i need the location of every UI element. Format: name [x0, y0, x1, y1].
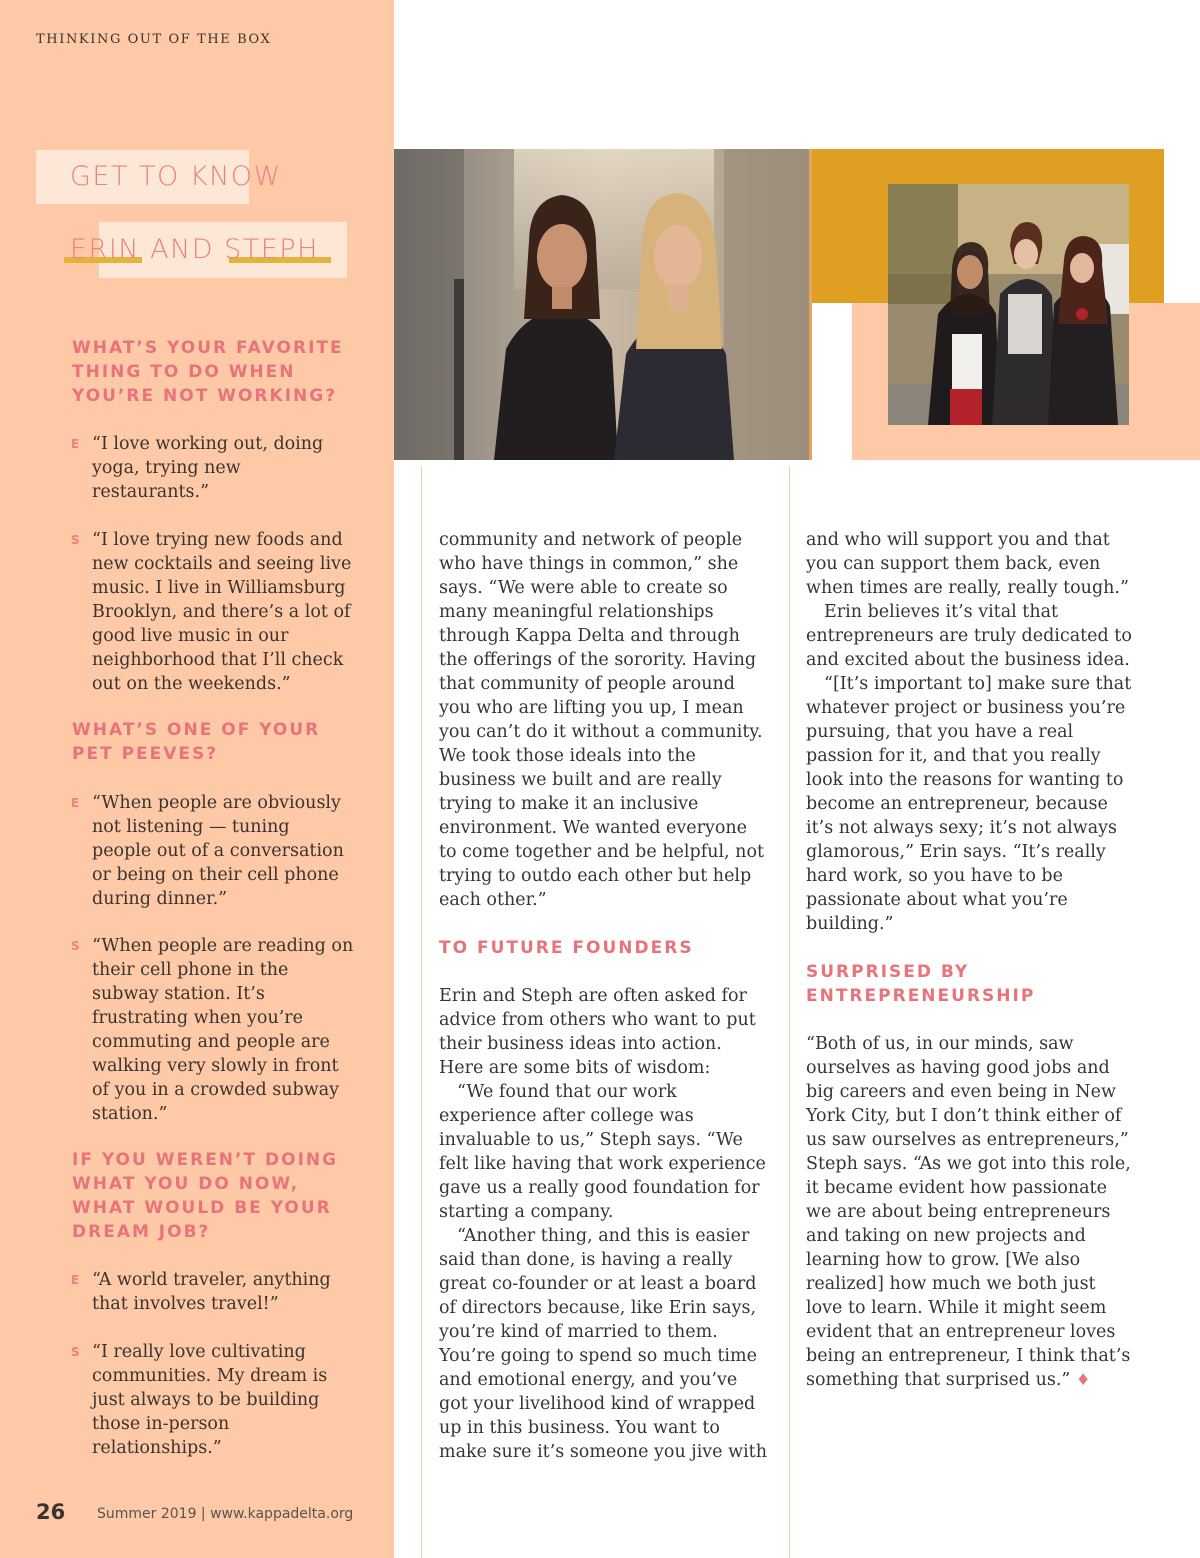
- answer-line: “I love trying new foods and: [92, 530, 343, 550]
- answer-line: relationships.”: [92, 1438, 222, 1458]
- answer-line: “When people are obviously: [92, 793, 341, 813]
- paragraph: “Another thing, and this is easier said than done, is having a really great co-founder or at least a board of directors because, like Erin says, you’re kind of married to them. You’re going to spend so much time and emotional energy, and you’ve got your livelihood kind of wrapped up in this business. You want to make sure it’s someone you jive with: [439, 1226, 767, 1462]
- answer-label: E: [71, 1273, 80, 1287]
- heading-line: WHAT’S ONE OF YOUR: [72, 720, 321, 740]
- answer-line: new cocktails and seeing live: [92, 554, 352, 574]
- paragraph: “Both of us, in our minds, saw ourselves as having good jobs and big careers and even being in New York City, but I don’t think either of us saw ourselves as entrepreneurs,” Steph says. “As we got into this role, it became evident how passionate we are about being entrepreneurs and taking on new projects and learning how to grow. [We also realized] how much we both just love to learn. While it might seem evident that an entrepreneur loves being an entrepreneur, I think that’s something that surprised us.” ♦: [806, 1034, 1131, 1390]
- heading-line: PET PEEVES?: [72, 744, 219, 764]
- answer-label: E: [71, 437, 80, 451]
- answer-label: S: [71, 939, 80, 953]
- answer-erin-1: [92, 432, 367, 504]
- title-line-2: ERIN AND STEPH: [70, 234, 319, 265]
- answer-line: subway station. It’s: [92, 984, 265, 1004]
- section-heading-surprised: SURPRISED BY ENTREPRENEURSHIP: [806, 962, 1036, 1006]
- photo-group-three-women: [888, 184, 1129, 425]
- answer-label: S: [71, 1345, 80, 1359]
- answer-line: station.”: [92, 1104, 168, 1124]
- answer-line: yoga, trying new: [92, 458, 241, 478]
- answer-line: just always to be building: [92, 1390, 320, 1410]
- answer-line: “A world traveler, anything: [92, 1270, 331, 1290]
- heading-line: DREAM JOB?: [72, 1222, 211, 1242]
- page-footer: Summer 2019 | www.kappadelta.org: [97, 1506, 354, 1522]
- answer-line: music. I live in Williamsburg: [92, 578, 346, 598]
- answer-line: those in-person: [92, 1414, 230, 1434]
- answer-line: their cell phone in the: [92, 960, 289, 980]
- heading-line: WHAT WOULD BE YOUR: [72, 1198, 332, 1218]
- running-head: THINKING OUT OF THE BOX: [36, 32, 272, 47]
- heading-line: IF YOU WEREN’T DOING: [72, 1150, 339, 1170]
- answer-label: S: [71, 533, 80, 547]
- answer-line: of you in a crowded subway: [92, 1080, 340, 1100]
- paragraph: and who will support you and that you can support them back, even when times are really, really tough.”: [806, 530, 1129, 598]
- article-column-1: [439, 528, 769, 1464]
- answer-line: restaurants.”: [92, 482, 210, 502]
- heading-line: WHAT’S YOUR FAVORITE: [72, 338, 344, 358]
- answer-label: E: [71, 796, 80, 810]
- question-heading-1: [72, 336, 344, 408]
- answer-erin-2: [92, 791, 367, 911]
- answer-line: people out of a conversation: [92, 841, 344, 861]
- answer-line: “When people are reading on: [92, 936, 354, 956]
- column-rule-middle: [789, 466, 790, 1558]
- answer-line: walking very slowly in front: [92, 1056, 339, 1076]
- question-heading-2: [72, 718, 320, 766]
- answer-line: or being on their cell phone: [92, 865, 339, 885]
- answer-line: neighborhood that I’ll check: [92, 650, 344, 670]
- answer-line: not listening — tuning: [92, 817, 290, 837]
- paragraph: Erin and Steph are often asked for advice from others who want to put their business ideas into action. Here are some bits of wisdom:: [439, 986, 756, 1078]
- answer-steph-1: [92, 528, 367, 696]
- answer-line: during dinner.”: [92, 889, 228, 909]
- paragraph: “We found that our work experience after college was invaluable to us,” Steph says. “We felt like having that work experience gave us a really good foundation for starting a company.: [439, 1082, 766, 1222]
- answer-line: commuting and people are: [92, 1032, 330, 1052]
- heading-line: WHAT YOU DO NOW,: [72, 1174, 300, 1194]
- heading-line: THING TO DO WHEN: [72, 362, 296, 382]
- question-heading-3: [72, 1148, 338, 1244]
- answer-line: out on the weekends.”: [92, 674, 291, 694]
- title-line-1: GET TO KNOW: [70, 161, 282, 192]
- paragraph: “[It’s important to] make sure that whatever project or business you’re pursuing, that you have a real passion for it, and that you really look into the reasons for wanting to become an entrepreneur, because it’s not always sexy; it’s not always glamorous,” Erin says. “It’s really hard work, so you have to be passionate about what you’re building.”: [806, 674, 1132, 934]
- answer-line: frustrating when you’re: [92, 1008, 304, 1028]
- answer-steph-3: [92, 1340, 367, 1460]
- answer-line: “I really love cultivating: [92, 1342, 306, 1362]
- column-rule-left: [421, 466, 422, 1558]
- paragraph: community and network of people who have things in common,” she says. “We were able to create so many meaningful relationships through Kappa Delta and through the offerings of the sorority. Having that community of people around you who are lifting you up, I mean you can’t do it without a community. We took those ideals into the business we built and are really trying to make it an inclusive environment. We wanted everyone to come together and be helpful, not trying to outdo each other but help each other.”: [439, 530, 765, 910]
- answer-line: that involves travel!”: [92, 1294, 279, 1314]
- answer-line: good live music in our: [92, 626, 289, 646]
- section-heading-future-founders: TO FUTURE FOUNDERS: [439, 938, 694, 958]
- answer-steph-2: [92, 934, 367, 1126]
- photo-erin-and-steph: [394, 149, 812, 460]
- end-mark-diamond-icon: ♦: [1075, 1370, 1091, 1389]
- answer-erin-3: [92, 1268, 367, 1316]
- page-number: 26: [36, 1500, 66, 1524]
- answer-line: communities. My dream is: [92, 1366, 328, 1386]
- answer-line: “I love working out, doing: [92, 434, 324, 454]
- answer-line: Brooklyn, and there’s a lot of: [92, 602, 351, 622]
- article-column-2: [806, 528, 1136, 1392]
- paragraph: Erin believes it’s vital that entrepreneurs are truly dedicated to and excited about the business idea.: [806, 602, 1132, 670]
- heading-line: YOU’RE NOT WORKING?: [72, 386, 338, 406]
